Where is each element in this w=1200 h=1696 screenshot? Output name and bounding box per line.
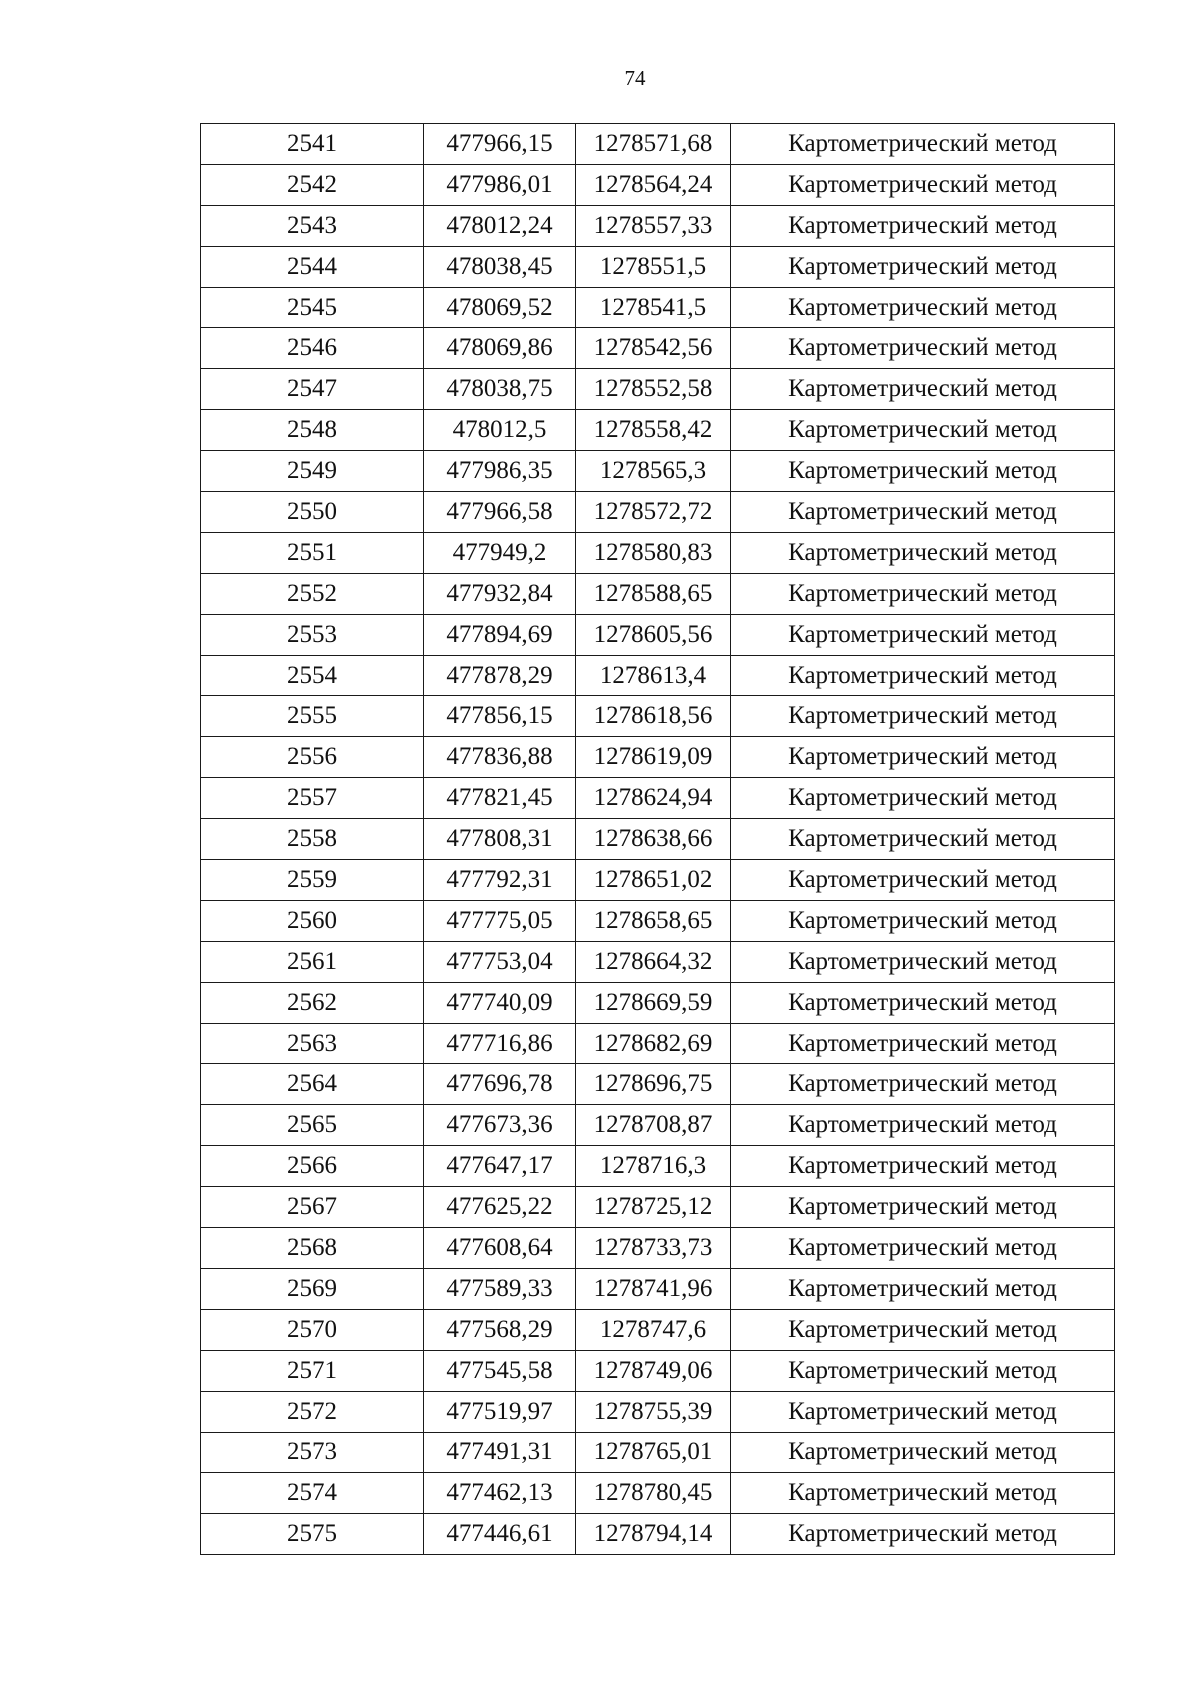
point-number-cell: 2547 — [201, 369, 424, 410]
table-row — [201, 328, 1115, 369]
point-number-cell: 2550 — [201, 492, 424, 533]
point-number-cell: 2561 — [201, 941, 424, 982]
table-row — [201, 1023, 1115, 1064]
x-coordinate-cell: 477753,04 — [424, 941, 576, 982]
y-coordinate-cell: 1278708,87 — [576, 1105, 731, 1146]
point-number-cell: 2565 — [201, 1105, 424, 1146]
point-number-cell: 2571 — [201, 1350, 424, 1391]
method-cell: Картометрический метод — [731, 287, 1115, 328]
y-coordinate-cell: 1278765,01 — [576, 1432, 731, 1473]
method-cell: Картометрический метод — [731, 1514, 1115, 1555]
y-coordinate-cell: 1278733,73 — [576, 1228, 731, 1269]
table-row — [201, 164, 1115, 205]
table-row — [201, 900, 1115, 941]
table-row — [201, 655, 1115, 696]
y-coordinate-cell: 1278741,96 — [576, 1268, 731, 1309]
x-coordinate-cell: 477986,01 — [424, 164, 576, 205]
table-row — [201, 1514, 1115, 1555]
point-number-cell: 2574 — [201, 1473, 424, 1514]
method-cell: Картометрический метод — [731, 369, 1115, 410]
method-cell: Картометрический метод — [731, 1187, 1115, 1228]
method-cell: Картометрический метод — [731, 1350, 1115, 1391]
method-cell: Картометрический метод — [731, 124, 1115, 165]
point-number-cell: 2560 — [201, 900, 424, 941]
y-coordinate-cell: 1278551,5 — [576, 246, 731, 287]
y-coordinate-cell: 1278580,83 — [576, 532, 731, 573]
y-coordinate-cell: 1278541,5 — [576, 287, 731, 328]
coordinates-table — [200, 123, 1115, 1555]
method-cell: Картометрический метод — [731, 941, 1115, 982]
method-cell: Картометрический метод — [731, 164, 1115, 205]
y-coordinate-cell: 1278664,32 — [576, 941, 731, 982]
point-number-cell: 2555 — [201, 696, 424, 737]
point-number-cell: 2542 — [201, 164, 424, 205]
method-cell: Картометрический метод — [731, 982, 1115, 1023]
method-cell: Картометрический метод — [731, 1023, 1115, 1064]
point-number-cell: 2556 — [201, 737, 424, 778]
table-row — [201, 492, 1115, 533]
method-cell: Картометрический метод — [731, 778, 1115, 819]
y-coordinate-cell: 1278658,65 — [576, 900, 731, 941]
table-row — [201, 410, 1115, 451]
method-cell: Картометрический метод — [731, 614, 1115, 655]
table-row — [201, 1473, 1115, 1514]
point-number-cell: 2558 — [201, 819, 424, 860]
x-coordinate-cell: 477949,2 — [424, 532, 576, 573]
y-coordinate-cell: 1278572,72 — [576, 492, 731, 533]
x-coordinate-cell: 477792,31 — [424, 860, 576, 901]
x-coordinate-cell: 478038,75 — [424, 369, 576, 410]
x-coordinate-cell: 477519,97 — [424, 1391, 576, 1432]
y-coordinate-cell: 1278558,42 — [576, 410, 731, 451]
x-coordinate-cell: 477446,61 — [424, 1514, 576, 1555]
x-coordinate-cell: 477491,31 — [424, 1432, 576, 1473]
method-cell: Картометрический метод — [731, 860, 1115, 901]
table-row — [201, 1268, 1115, 1309]
point-number-cell: 2572 — [201, 1391, 424, 1432]
point-number-cell: 2545 — [201, 287, 424, 328]
x-coordinate-cell: 478012,24 — [424, 205, 576, 246]
x-coordinate-cell: 477821,45 — [424, 778, 576, 819]
table-row — [201, 860, 1115, 901]
point-number-cell: 2544 — [201, 246, 424, 287]
table-row — [201, 124, 1115, 165]
x-coordinate-cell: 477568,29 — [424, 1309, 576, 1350]
table-row — [201, 246, 1115, 287]
y-coordinate-cell: 1278651,02 — [576, 860, 731, 901]
y-coordinate-cell: 1278725,12 — [576, 1187, 731, 1228]
method-cell: Картометрический метод — [731, 1391, 1115, 1432]
method-cell: Картометрический метод — [731, 1309, 1115, 1350]
x-coordinate-cell: 477808,31 — [424, 819, 576, 860]
y-coordinate-cell: 1278749,06 — [576, 1350, 731, 1391]
x-coordinate-cell: 477894,69 — [424, 614, 576, 655]
x-coordinate-cell: 477986,35 — [424, 451, 576, 492]
method-cell: Картометрический метод — [731, 1146, 1115, 1187]
table-row — [201, 982, 1115, 1023]
coordinates-table-body — [201, 124, 1115, 1555]
point-number-cell: 2562 — [201, 982, 424, 1023]
table-row — [201, 1187, 1115, 1228]
point-number-cell: 2567 — [201, 1187, 424, 1228]
y-coordinate-cell: 1278552,58 — [576, 369, 731, 410]
table-row — [201, 1146, 1115, 1187]
table-row — [201, 573, 1115, 614]
y-coordinate-cell: 1278696,75 — [576, 1064, 731, 1105]
point-number-cell: 2573 — [201, 1432, 424, 1473]
x-coordinate-cell: 477716,86 — [424, 1023, 576, 1064]
x-coordinate-cell: 477775,05 — [424, 900, 576, 941]
table-row — [201, 778, 1115, 819]
y-coordinate-cell: 1278618,56 — [576, 696, 731, 737]
x-coordinate-cell: 477878,29 — [424, 655, 576, 696]
table-row — [201, 941, 1115, 982]
table-row — [201, 1309, 1115, 1350]
table-row — [201, 532, 1115, 573]
x-coordinate-cell: 477647,17 — [424, 1146, 576, 1187]
x-coordinate-cell: 477608,64 — [424, 1228, 576, 1269]
method-cell: Картометрический метод — [731, 532, 1115, 573]
y-coordinate-cell: 1278613,4 — [576, 655, 731, 696]
x-coordinate-cell: 478069,86 — [424, 328, 576, 369]
point-number-cell: 2554 — [201, 655, 424, 696]
y-coordinate-cell: 1278619,09 — [576, 737, 731, 778]
table-row — [201, 737, 1115, 778]
table-row — [201, 1228, 1115, 1269]
point-number-cell: 2551 — [201, 532, 424, 573]
table-row — [201, 819, 1115, 860]
table-row — [201, 369, 1115, 410]
table-row — [201, 614, 1115, 655]
point-number-cell: 2564 — [201, 1064, 424, 1105]
method-cell: Картометрический метод — [731, 1268, 1115, 1309]
x-coordinate-cell: 477966,58 — [424, 492, 576, 533]
table-row — [201, 696, 1115, 737]
method-cell: Картометрический метод — [731, 451, 1115, 492]
x-coordinate-cell: 477673,36 — [424, 1105, 576, 1146]
method-cell: Картометрический метод — [731, 819, 1115, 860]
y-coordinate-cell: 1278564,24 — [576, 164, 731, 205]
y-coordinate-cell: 1278780,45 — [576, 1473, 731, 1514]
point-number-cell: 2548 — [201, 410, 424, 451]
y-coordinate-cell: 1278624,94 — [576, 778, 731, 819]
point-number-cell: 2553 — [201, 614, 424, 655]
y-coordinate-cell: 1278638,66 — [576, 819, 731, 860]
x-coordinate-cell: 477856,15 — [424, 696, 576, 737]
y-coordinate-cell: 1278565,3 — [576, 451, 731, 492]
x-coordinate-cell: 477696,78 — [424, 1064, 576, 1105]
method-cell: Картометрический метод — [731, 492, 1115, 533]
y-coordinate-cell: 1278605,56 — [576, 614, 731, 655]
x-coordinate-cell: 477740,09 — [424, 982, 576, 1023]
method-cell: Картометрический метод — [731, 1105, 1115, 1146]
x-coordinate-cell: 477625,22 — [424, 1187, 576, 1228]
y-coordinate-cell: 1278716,3 — [576, 1146, 731, 1187]
table-row — [201, 1350, 1115, 1391]
x-coordinate-cell: 478012,5 — [424, 410, 576, 451]
page-number: 74 — [624, 66, 646, 90]
table-row — [201, 1064, 1115, 1105]
y-coordinate-cell: 1278588,65 — [576, 573, 731, 614]
method-cell: Картометрический метод — [731, 1228, 1115, 1269]
table-row — [201, 1391, 1115, 1432]
point-number-cell: 2568 — [201, 1228, 424, 1269]
y-coordinate-cell: 1278542,56 — [576, 328, 731, 369]
x-coordinate-cell: 477966,15 — [424, 124, 576, 165]
point-number-cell: 2557 — [201, 778, 424, 819]
point-number-cell: 2570 — [201, 1309, 424, 1350]
method-cell: Картометрический метод — [731, 410, 1115, 451]
y-coordinate-cell: 1278557,33 — [576, 205, 731, 246]
method-cell: Картометрический метод — [731, 205, 1115, 246]
point-number-cell: 2543 — [201, 205, 424, 246]
point-number-cell: 2549 — [201, 451, 424, 492]
table-row — [201, 205, 1115, 246]
method-cell: Картометрический метод — [731, 1064, 1115, 1105]
method-cell: Картометрический метод — [731, 1473, 1115, 1514]
method-cell: Картометрический метод — [731, 328, 1115, 369]
y-coordinate-cell: 1278755,39 — [576, 1391, 731, 1432]
y-coordinate-cell: 1278794,14 — [576, 1514, 731, 1555]
point-number-cell: 2552 — [201, 573, 424, 614]
point-number-cell: 2566 — [201, 1146, 424, 1187]
x-coordinate-cell: 477932,84 — [424, 573, 576, 614]
point-number-cell: 2575 — [201, 1514, 424, 1555]
point-number-cell: 2559 — [201, 860, 424, 901]
method-cell: Картометрический метод — [731, 737, 1115, 778]
table-row — [201, 1105, 1115, 1146]
point-number-cell: 2563 — [201, 1023, 424, 1064]
x-coordinate-cell: 477589,33 — [424, 1268, 576, 1309]
x-coordinate-cell: 477836,88 — [424, 737, 576, 778]
method-cell: Картометрический метод — [731, 1432, 1115, 1473]
table-row — [201, 1432, 1115, 1473]
x-coordinate-cell: 477462,13 — [424, 1473, 576, 1514]
table-row — [201, 287, 1115, 328]
x-coordinate-cell: 478038,45 — [424, 246, 576, 287]
x-coordinate-cell: 477545,58 — [424, 1350, 576, 1391]
point-number-cell: 2546 — [201, 328, 424, 369]
y-coordinate-cell: 1278747,6 — [576, 1309, 731, 1350]
table-row — [201, 451, 1115, 492]
method-cell: Картометрический метод — [731, 246, 1115, 287]
method-cell: Картометрический метод — [731, 696, 1115, 737]
y-coordinate-cell: 1278571,68 — [576, 124, 731, 165]
method-cell: Картометрический метод — [731, 900, 1115, 941]
method-cell: Картометрический метод — [731, 573, 1115, 614]
y-coordinate-cell: 1278669,59 — [576, 982, 731, 1023]
point-number-cell: 2569 — [201, 1268, 424, 1309]
x-coordinate-cell: 478069,52 — [424, 287, 576, 328]
y-coordinate-cell: 1278682,69 — [576, 1023, 731, 1064]
method-cell: Картометрический метод — [731, 655, 1115, 696]
point-number-cell: 2541 — [201, 124, 424, 165]
